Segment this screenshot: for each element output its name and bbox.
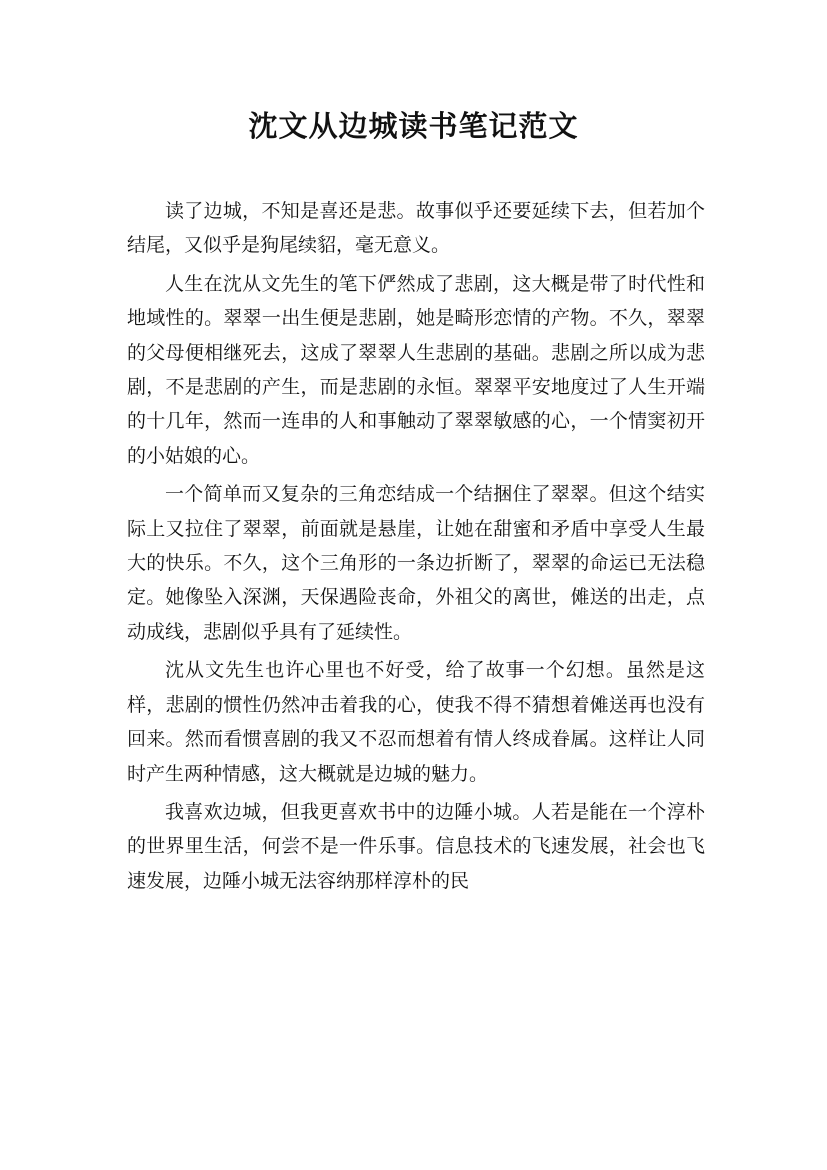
document-body [127,194,705,902]
paragraph-4: 沈从文先生也许心里也不好受，给了故事一个幻想。虽然是这样，悲剧的惯性仍然冲击着我的心，使我不得不猜想着傩送再也没有回来。然而看惯喜剧的我又不忍而想着有情人终成眷属。这样让人同时产生两种情感，这大概就是边城的魅力。 [127,659,705,785]
document-title: 沈文从边城读书笔记范文 [248,109,579,143]
paragraph-3: 一个简单而又复杂的三角恋结成一个结捆住了翠翠。但这个结实际上又拉住了翠翠，前面就是悬崖，让她在甜蜜和矛盾中享受人生最大的快乐。不久，这个三角形的一条边折断了，翠翠的命运已无法稳定。她像坠入深渊，天保遇险丧命，外祖父的离世，傩送的出走，点动成线，悲剧似乎具有了延续性。 [127,483,705,643]
paragraph-2: 人生在沈从文先生的笔下俨然成了悲剧，这大概是带了时代性和地域性的。翠翠一出生便是悲剧，她是畸形恋情的产物。不久，翠翠的父母便相继死去，这成了翠翠人生悲剧的基础。悲剧之所以成为悲剧，不是悲剧的产生，而是悲剧的永恒。翠翠平安地度过了人生开端的十几年，然而一连串的人和事触动了翠翠敏感的心，一个情窦初开的小姑娘的心。 [127,272,705,467]
paragraph-1: 读了边城，不知是喜还是悲。故事似乎还要延续下去，但若加个结尾，又似乎是狗尾续貂，毫无意义。 [127,200,705,257]
paragraph-5: 我喜欢边城，但我更喜欢书中的边陲小城。人若是能在一个淳朴的世界里生活，何尝不是一件乐事。信息技术的飞速发展，社会也飞速发展，边陲小城无法容纳那样淳朴的民 [127,800,705,892]
